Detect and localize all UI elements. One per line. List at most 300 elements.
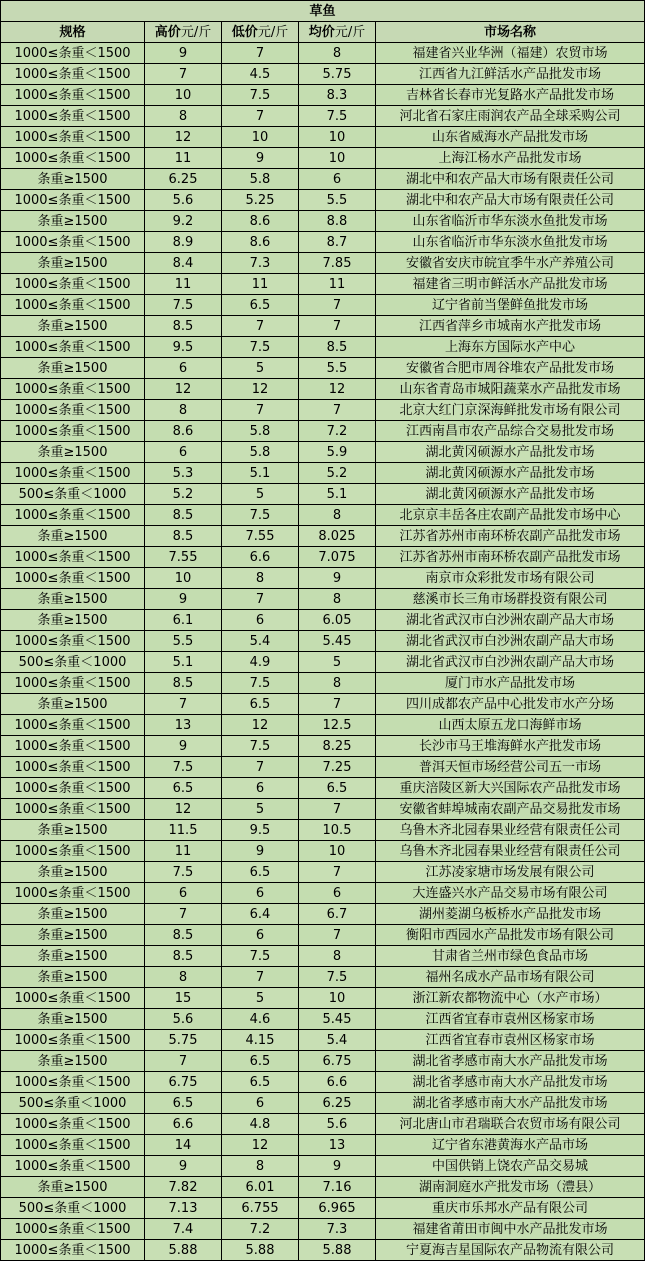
cell-low-price: 9.5: [222, 820, 299, 841]
header-market-name: [376, 22, 645, 43]
cell-avg-price: 8.8: [299, 211, 376, 232]
cell-market-name: 湖北省孝感市南大水产品批发市场: [376, 1072, 645, 1093]
table-row: [1, 694, 645, 715]
cell-low-price: 7.5: [222, 946, 299, 967]
cell-avg-price: 8: [299, 946, 376, 967]
cell-avg-price: 8.25: [299, 736, 376, 757]
cell-low-price: 5: [222, 988, 299, 1009]
table-row: [1, 799, 645, 820]
cell-spec: 条重≥1500: [1, 358, 145, 379]
cell-avg-price: 7.2: [299, 421, 376, 442]
cell-low-price: 7.3: [222, 253, 299, 274]
cell-market-name: 福建省兴业华洲（福建）农贸市场: [376, 43, 645, 64]
cell-high-price: 5.1: [145, 652, 222, 673]
header-row: [1, 22, 645, 43]
cell-high-price: 8: [145, 967, 222, 988]
cell-spec: 1000≤条重＜1500: [1, 1135, 145, 1156]
cell-low-price: 6.755: [222, 1198, 299, 1219]
cell-avg-price: 6.5: [299, 778, 376, 799]
cell-high-price: 5.5: [145, 631, 222, 652]
cell-avg-price: 7.075: [299, 547, 376, 568]
cell-high-price: 6: [145, 883, 222, 904]
cell-avg-price: 6: [299, 169, 376, 190]
cell-spec: 1000≤条重＜1500: [1, 463, 145, 484]
cell-spec: 条重≥1500: [1, 946, 145, 967]
cell-market-name: 乌鲁木齐北园春果业经营有限责任公司: [376, 820, 645, 841]
table-row: [1, 736, 645, 757]
table-row: [1, 274, 645, 295]
header-unit: 元/斤: [334, 24, 366, 40]
cell-low-price: 5: [222, 799, 299, 820]
cell-spec: 1000≤条重＜1500: [1, 757, 145, 778]
cell-low-price: 5.25: [222, 190, 299, 211]
cell-spec: 条重≥1500: [1, 589, 145, 610]
table-row: [1, 148, 645, 169]
cell-spec: 1000≤条重＜1500: [1, 1240, 145, 1261]
cell-market-name: 上海江杨水产品批发市场: [376, 148, 645, 169]
table-row: [1, 127, 645, 148]
cell-low-price: 7.5: [222, 736, 299, 757]
cell-high-price: 7: [145, 694, 222, 715]
cell-high-price: 9: [145, 43, 222, 64]
cell-spec: 1000≤条重＜1500: [1, 883, 145, 904]
cell-market-name: 重庆涪陵区新大兴国际农产品批发市场: [376, 778, 645, 799]
table-row: [1, 1030, 645, 1051]
header-label: 市场名称: [484, 24, 537, 40]
cell-market-name: 湖北省孝感市南大水产品批发市场: [376, 1093, 645, 1114]
cell-market-name: 江西省萍乡市城南水产批发市场: [376, 316, 645, 337]
cell-avg-price: 7: [299, 400, 376, 421]
cell-avg-price: 10.5: [299, 820, 376, 841]
cell-low-price: 6.5: [222, 862, 299, 883]
cell-market-name: 湖州菱湖乌板桥水产品批发市场: [376, 904, 645, 925]
cell-spec: 条重≥1500: [1, 967, 145, 988]
cell-avg-price: 6.965: [299, 1198, 376, 1219]
cell-low-price: 5.4: [222, 631, 299, 652]
cell-high-price: 8.5: [145, 316, 222, 337]
cell-spec: 条重≥1500: [1, 1009, 145, 1030]
cell-high-price: 7.82: [145, 1177, 222, 1198]
cell-high-price: 8.5: [145, 946, 222, 967]
cell-market-name: 衡阳市西园水产品批发市场有限公司: [376, 925, 645, 946]
table-row: [1, 1135, 645, 1156]
cell-avg-price: 5.45: [299, 1009, 376, 1030]
cell-high-price: 9.5: [145, 337, 222, 358]
cell-avg-price: 10: [299, 841, 376, 862]
table-row: [1, 757, 645, 778]
cell-avg-price: 5.5: [299, 358, 376, 379]
cell-avg-price: 5.2: [299, 463, 376, 484]
cell-market-name: 中国供销上饶农产品交易城: [376, 1156, 645, 1177]
cell-high-price: 8.5: [145, 673, 222, 694]
table-body: [1, 43, 645, 1261]
cell-avg-price: 6.25: [299, 1093, 376, 1114]
table-row: [1, 925, 645, 946]
cell-market-name: 厦门市水产品批发市场: [376, 673, 645, 694]
table-row: [1, 64, 645, 85]
cell-avg-price: 10: [299, 127, 376, 148]
cell-high-price: 6.75: [145, 1072, 222, 1093]
cell-spec: 条重≥1500: [1, 925, 145, 946]
table-row: [1, 904, 645, 925]
cell-avg-price: 9: [299, 568, 376, 589]
cell-low-price: 11: [222, 274, 299, 295]
cell-market-name: 北京京丰岳各庄农副产品批发市场中心: [376, 505, 645, 526]
cell-spec: 1000≤条重＜1500: [1, 106, 145, 127]
cell-low-price: 5.8: [222, 169, 299, 190]
cell-low-price: 6.01: [222, 1177, 299, 1198]
table-row: [1, 820, 645, 841]
cell-market-name: 安徽省蚌埠城南农副产品交易批发市场: [376, 799, 645, 820]
cell-low-price: 6: [222, 610, 299, 631]
header-avg-price: [299, 22, 376, 43]
table-row: [1, 589, 645, 610]
cell-low-price: 6.5: [222, 1072, 299, 1093]
cell-low-price: 8.6: [222, 232, 299, 253]
cell-high-price: 9: [145, 1156, 222, 1177]
cell-spec: 条重≥1500: [1, 904, 145, 925]
cell-high-price: 10: [145, 85, 222, 106]
cell-high-price: 15: [145, 988, 222, 1009]
cell-market-name: 湖北黄冈硕源水产品批发市场: [376, 463, 645, 484]
cell-avg-price: 5.6: [299, 1114, 376, 1135]
cell-low-price: 12: [222, 379, 299, 400]
cell-low-price: 5.8: [222, 442, 299, 463]
table-row: [1, 715, 645, 736]
table-row: [1, 1240, 645, 1261]
cell-low-price: 9: [222, 148, 299, 169]
cell-low-price: 6.5: [222, 694, 299, 715]
cell-spec: 条重≥1500: [1, 862, 145, 883]
cell-spec: 条重≥1500: [1, 526, 145, 547]
cell-market-name: 江西省宜春市袁州区杨家市场: [376, 1009, 645, 1030]
cell-low-price: 4.9: [222, 652, 299, 673]
cell-low-price: 5.8: [222, 421, 299, 442]
cell-low-price: 5.88: [222, 1240, 299, 1261]
cell-avg-price: 8: [299, 43, 376, 64]
cell-low-price: 4.6: [222, 1009, 299, 1030]
cell-high-price: 6: [145, 358, 222, 379]
cell-avg-price: 6.6: [299, 1072, 376, 1093]
cell-low-price: 6: [222, 778, 299, 799]
cell-market-name: 江西省九江鲜活水产品批发市场: [376, 64, 645, 85]
cell-low-price: 7.5: [222, 505, 299, 526]
cell-market-name: 甘肃省兰州市绿色食品市场: [376, 946, 645, 967]
cell-market-name: 湖北黄冈硕源水产品批发市场: [376, 442, 645, 463]
table-row: [1, 169, 645, 190]
cell-high-price: 5.75: [145, 1030, 222, 1051]
cell-low-price: 7: [222, 400, 299, 421]
table-row: [1, 568, 645, 589]
table-row: [1, 778, 645, 799]
cell-market-name: 上海东方国际水产中心: [376, 337, 645, 358]
cell-high-price: 12: [145, 127, 222, 148]
cell-market-name: 福建省三明市鲜活水产品批发市场: [376, 274, 645, 295]
cell-high-price: 5.2: [145, 484, 222, 505]
cell-high-price: 9.2: [145, 211, 222, 232]
cell-spec: 1000≤条重＜1500: [1, 568, 145, 589]
cell-avg-price: 5.5: [299, 190, 376, 211]
cell-avg-price: 5.1: [299, 484, 376, 505]
table-row: [1, 379, 645, 400]
cell-market-name: 河北省石家庄雨润农产品全球采购公司: [376, 106, 645, 127]
cell-spec: 1000≤条重＜1500: [1, 505, 145, 526]
cell-low-price: 7: [222, 589, 299, 610]
cell-high-price: 6.25: [145, 169, 222, 190]
cell-market-name: 辽宁省东港黄海水产品市场: [376, 1135, 645, 1156]
cell-spec: 1000≤条重＜1500: [1, 547, 145, 568]
cell-market-name: 北京大红门京深海鲜批发市场有限公司: [376, 400, 645, 421]
cell-low-price: 7: [222, 43, 299, 64]
cell-low-price: 4.8: [222, 1114, 299, 1135]
cell-high-price: 7.5: [145, 862, 222, 883]
cell-spec: 1000≤条重＜1500: [1, 190, 145, 211]
table-row: [1, 526, 645, 547]
cell-high-price: 8.4: [145, 253, 222, 274]
cell-low-price: 5.1: [222, 463, 299, 484]
cell-market-name: 南京市众彩批发市场有限公司: [376, 568, 645, 589]
cell-spec: 1000≤条重＜1500: [1, 232, 145, 253]
cell-high-price: 8: [145, 400, 222, 421]
cell-spec: 1000≤条重＜1500: [1, 631, 145, 652]
cell-spec: 500≤条重＜1000: [1, 1093, 145, 1114]
cell-high-price: 6: [145, 442, 222, 463]
header-high-price: [145, 22, 222, 43]
cell-avg-price: 5.75: [299, 64, 376, 85]
cell-spec: 1000≤条重＜1500: [1, 1072, 145, 1093]
cell-high-price: 7: [145, 904, 222, 925]
cell-market-name: 湖北省武汉市白沙洲农副产品大市场: [376, 631, 645, 652]
cell-low-price: 6.5: [222, 1051, 299, 1072]
table-row: [1, 1114, 645, 1135]
cell-high-price: 6.6: [145, 1114, 222, 1135]
cell-high-price: 7.55: [145, 547, 222, 568]
table-row: [1, 967, 645, 988]
header-label: 规格: [59, 24, 86, 40]
table-row: [1, 1051, 645, 1072]
cell-avg-price: 8: [299, 673, 376, 694]
cell-high-price: 12: [145, 379, 222, 400]
cell-market-name: 长沙市马王堆海鲜水产批发市场: [376, 736, 645, 757]
cell-low-price: 6: [222, 925, 299, 946]
cell-high-price: 8.9: [145, 232, 222, 253]
cell-market-name: 慈溪市长三角市场群投资有限公司: [376, 589, 645, 610]
cell-market-name: 安徽省安庆市皖宜季牛水产养殖公司: [376, 253, 645, 274]
cell-high-price: 8: [145, 106, 222, 127]
cell-avg-price: 7.3: [299, 1219, 376, 1240]
cell-spec: 1000≤条重＜1500: [1, 1156, 145, 1177]
cell-low-price: 4.15: [222, 1030, 299, 1051]
table-title: 草鱼: [1, 1, 645, 22]
table-row: [1, 841, 645, 862]
cell-avg-price: 13: [299, 1135, 376, 1156]
cell-spec: 1000≤条重＜1500: [1, 148, 145, 169]
table-row: [1, 673, 645, 694]
cell-low-price: 12: [222, 715, 299, 736]
table-row: [1, 1219, 645, 1240]
table-row: [1, 1009, 645, 1030]
cell-market-name: 江苏凌家塘市场发展有限公司: [376, 862, 645, 883]
cell-market-name: 湖南洞庭水产批发市场（澧县）: [376, 1177, 645, 1198]
cell-low-price: 6.6: [222, 547, 299, 568]
table-row: [1, 232, 645, 253]
cell-market-name: 江苏省苏州市南环桥农副产品批发市场: [376, 547, 645, 568]
cell-market-name: 辽宁省前当堡鲜鱼批发市场: [376, 295, 645, 316]
cell-market-name: 吉林省长春市光复路水产品批发市场: [376, 85, 645, 106]
cell-high-price: 6.5: [145, 778, 222, 799]
cell-market-name: 山东省威海水产品批发市场: [376, 127, 645, 148]
header-unit: 元/斤: [257, 24, 289, 40]
cell-market-name: 江苏省苏州市南环桥农副产品批发市场: [376, 526, 645, 547]
cell-avg-price: 11: [299, 274, 376, 295]
cell-avg-price: 8.3: [299, 85, 376, 106]
cell-low-price: 6: [222, 883, 299, 904]
table-row: [1, 463, 645, 484]
cell-market-name: 河北唐山市君瑞联合农贸市场有限公司: [376, 1114, 645, 1135]
cell-spec: 条重≥1500: [1, 316, 145, 337]
cell-market-name: 普洱天恒市场经营公司五一市场: [376, 757, 645, 778]
table-row: [1, 1093, 645, 1114]
table-row: [1, 106, 645, 127]
cell-spec: 条重≥1500: [1, 610, 145, 631]
cell-low-price: 4.5: [222, 64, 299, 85]
cell-spec: 1000≤条重＜1500: [1, 799, 145, 820]
cell-market-name: 乌鲁木齐北园春果业经营有限责任公司: [376, 841, 645, 862]
cell-low-price: 5: [222, 484, 299, 505]
cell-low-price: 7.5: [222, 337, 299, 358]
table-row: [1, 253, 645, 274]
cell-avg-price: 12.5: [299, 715, 376, 736]
table-row: [1, 505, 645, 526]
header-label: 低价: [231, 24, 258, 40]
cell-avg-price: 10: [299, 988, 376, 1009]
cell-spec: 条重≥1500: [1, 253, 145, 274]
table-row: [1, 652, 645, 673]
table-row: [1, 1156, 645, 1177]
cell-spec: 500≤条重＜1000: [1, 1198, 145, 1219]
cell-spec: 1000≤条重＜1500: [1, 43, 145, 64]
cell-high-price: 14: [145, 1135, 222, 1156]
cell-high-price: 5.6: [145, 190, 222, 211]
cell-high-price: 6.5: [145, 1093, 222, 1114]
cell-market-name: 山东省青岛市城阳蔬菜水产品批发市场: [376, 379, 645, 400]
cell-market-name: 福州名成水产品市场有限公司: [376, 967, 645, 988]
cell-spec: 1000≤条重＜1500: [1, 127, 145, 148]
cell-spec: 500≤条重＜1000: [1, 484, 145, 505]
cell-avg-price: 7.85: [299, 253, 376, 274]
cell-low-price: 7: [222, 757, 299, 778]
cell-avg-price: 8.025: [299, 526, 376, 547]
cell-market-name: 宁夏海吉星国际农产品物流有限公司: [376, 1240, 645, 1261]
cell-low-price: 6.5: [222, 295, 299, 316]
cell-low-price: 12: [222, 1135, 299, 1156]
cell-low-price: 6: [222, 1093, 299, 1114]
cell-avg-price: 5.88: [299, 1240, 376, 1261]
cell-low-price: 7.2: [222, 1219, 299, 1240]
cell-high-price: 5.6: [145, 1009, 222, 1030]
cell-spec: 1000≤条重＜1500: [1, 85, 145, 106]
cell-spec: 1000≤条重＜1500: [1, 778, 145, 799]
cell-low-price: 6.4: [222, 904, 299, 925]
cell-market-name: 福建省莆田市闽中水产品批发市场: [376, 1219, 645, 1240]
cell-low-price: 8: [222, 568, 299, 589]
cell-avg-price: 5: [299, 652, 376, 673]
cell-spec: 500≤条重＜1000: [1, 652, 145, 673]
table-row: [1, 316, 645, 337]
cell-spec: 条重≥1500: [1, 694, 145, 715]
cell-avg-price: 8: [299, 589, 376, 610]
cell-market-name: 浙江新农都物流中心（水产市场）: [376, 988, 645, 1009]
cell-avg-price: 7: [299, 295, 376, 316]
cell-spec: 条重≥1500: [1, 1177, 145, 1198]
table-row: [1, 1072, 645, 1093]
cell-market-name: 湖北省孝感市南大水产品批发市场: [376, 1051, 645, 1072]
cell-spec: 1000≤条重＜1500: [1, 715, 145, 736]
cell-high-price: 7.13: [145, 1198, 222, 1219]
cell-low-price: 7: [222, 967, 299, 988]
cell-high-price: 8.5: [145, 925, 222, 946]
table-row: [1, 85, 645, 106]
cell-market-name: 湖北中和农产品大市场有限责任公司: [376, 190, 645, 211]
cell-spec: 1000≤条重＜1500: [1, 736, 145, 757]
header-label: 高价: [154, 24, 181, 40]
cell-market-name: 山西太原五龙口海鲜市场: [376, 715, 645, 736]
table-row: [1, 400, 645, 421]
cell-high-price: 8.6: [145, 421, 222, 442]
cell-market-name: 山东省临沂市华东淡水鱼批发市场: [376, 232, 645, 253]
cell-spec: 1000≤条重＜1500: [1, 1114, 145, 1135]
cell-spec: 1000≤条重＜1500: [1, 64, 145, 85]
table-row: [1, 484, 645, 505]
cell-high-price: 10: [145, 568, 222, 589]
cell-low-price: 8.6: [222, 211, 299, 232]
cell-high-price: 13: [145, 715, 222, 736]
cell-high-price: 7: [145, 64, 222, 85]
cell-market-name: 山东省临沂市华东淡水鱼批发市场: [376, 211, 645, 232]
cell-spec: 1000≤条重＜1500: [1, 673, 145, 694]
cell-high-price: 7.5: [145, 757, 222, 778]
cell-high-price: 9: [145, 736, 222, 757]
table-row: [1, 547, 645, 568]
cell-market-name: 重庆市乐邦水产品有限公司: [376, 1198, 645, 1219]
cell-high-price: 8.5: [145, 505, 222, 526]
cell-spec: 1000≤条重＜1500: [1, 337, 145, 358]
cell-spec: 1000≤条重＜1500: [1, 988, 145, 1009]
cell-avg-price: 7.5: [299, 106, 376, 127]
cell-avg-price: 7: [299, 799, 376, 820]
cell-high-price: 12: [145, 799, 222, 820]
cell-spec: 1000≤条重＜1500: [1, 379, 145, 400]
table-row: [1, 1198, 645, 1219]
cell-avg-price: 10: [299, 148, 376, 169]
table-row: [1, 1177, 645, 1198]
cell-avg-price: 8: [299, 505, 376, 526]
cell-spec: 条重≥1500: [1, 169, 145, 190]
cell-avg-price: 5.4: [299, 1030, 376, 1051]
table-row: [1, 337, 645, 358]
cell-avg-price: 7.5: [299, 967, 376, 988]
cell-high-price: 5.88: [145, 1240, 222, 1261]
cell-avg-price: 7.25: [299, 757, 376, 778]
cell-spec: 1000≤条重＜1500: [1, 1219, 145, 1240]
table-row: [1, 862, 645, 883]
cell-market-name: 湖北省武汉市白沙洲农副产品大市场: [376, 610, 645, 631]
cell-high-price: 6.1: [145, 610, 222, 631]
table-row: [1, 610, 645, 631]
cell-high-price: 11: [145, 148, 222, 169]
table-row: [1, 421, 645, 442]
cell-high-price: 9: [145, 589, 222, 610]
